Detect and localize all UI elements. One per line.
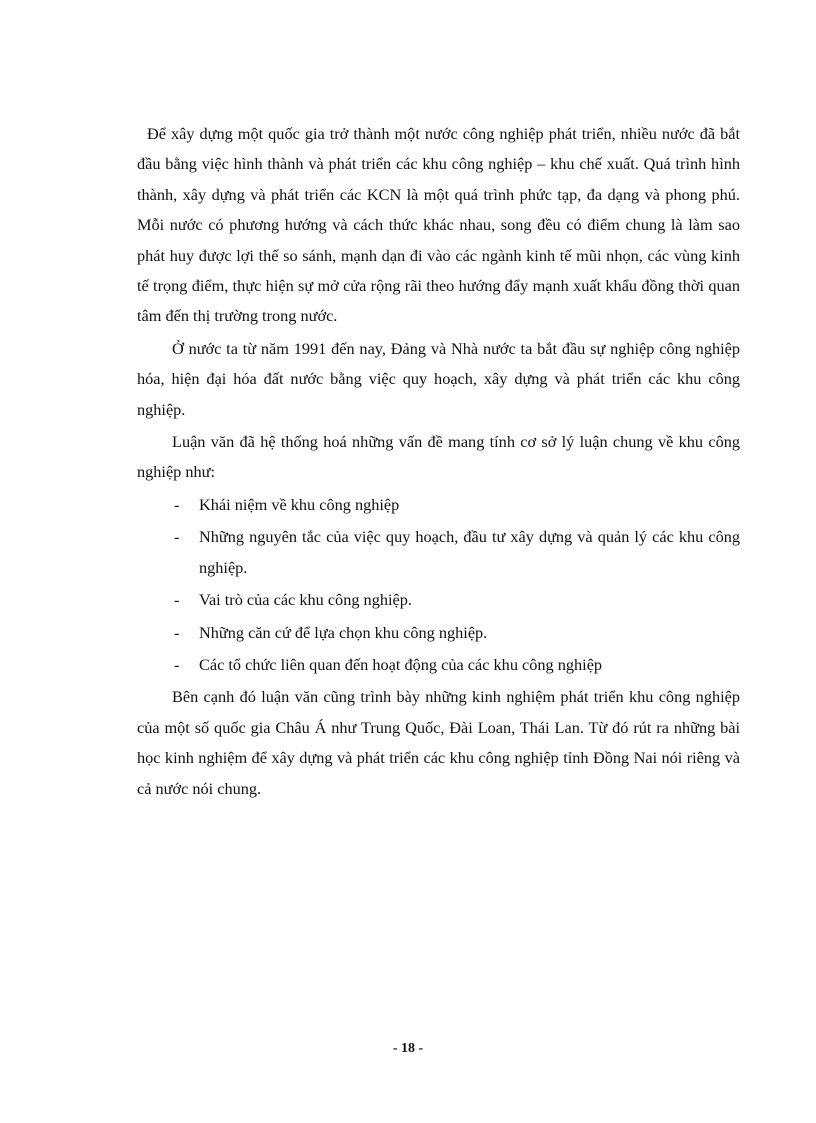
paragraph-thesis: Luận văn đã hệ thống hoá những vấn đề mang tính cơ sở lý luận chung về khu công nghiệp như: bbox=[137, 432, 740, 482]
bullet-dash: - bbox=[174, 622, 180, 642]
bullet-item bbox=[137, 490, 740, 520]
bullet-text: Khái niệm về khu công nghiệp bbox=[199, 494, 400, 514]
bullet-item bbox=[137, 618, 740, 648]
bullet-dash: - bbox=[174, 494, 180, 514]
paragraph-vietnam: Ở nước ta từ năm 1991 đến nay, Đảng và Nhà nước ta bắt đầu sự nghiệp công nghiệp hóa, hiện đại hóa đất nước bằng việc quy hoạch, xây dựng và phát triển các khu công nghiệp. bbox=[137, 338, 740, 419]
bullet-dash: - bbox=[174, 654, 180, 674]
bullet-item bbox=[137, 650, 740, 680]
bullet-text: Vai trò của các khu công nghiệp. bbox=[199, 590, 412, 610]
bullet-dash: - bbox=[174, 527, 180, 547]
bullet-text: Những căn cứ để lựa chọn khu công nghiệp. bbox=[199, 622, 488, 642]
document-body bbox=[137, 119, 740, 804]
bullet-text: Những nguyên tắc của việc quy hoạch, đầu tư xây dựng và quản lý các khu công nghiệp. bbox=[199, 527, 740, 577]
bullet-text: Các tổ chức liên quan đến hoạt động của các khu công nghiệp bbox=[199, 654, 603, 674]
bullet-item bbox=[137, 585, 740, 615]
bullet-item bbox=[137, 522, 740, 583]
paragraph-intro: Để xây dựng một quốc gia trở thành một nước công nghiệp phát triển, nhiều nước đã bắt đầu bằng việc hình thành và phát triển các khu công nghiệp – khu chế xuất. Quá trình hình thành, xây dựng và phát triển các KCN là một quá trình phức tạp, đa dạng và phong phú. Mỗi nước có phương hướng và cách thức khác nhau, song đều có điểm chung là làm sao phát huy được lợi thế so sánh, mạnh dạn đi vào các ngành kinh tế mũi nhọn, các vùng kinh tế trọng điểm, thực hiện sự mở cửa rộng rãi theo hướng đẩy mạnh xuất khẩu đồng thời quan tâm đến thị trường trong nước. bbox=[137, 124, 740, 326]
paragraph-conclusion: Bên cạnh đó luận văn cũng trình bày những kinh nghiệm phát triển khu công nghiệp của một số quốc gia Châu Á như Trung Quốc, Đài Loan, Thái Lan. Từ đó rút ra những bài học kinh nghiệm để xây dựng và phát triển các khu công nghiệp tỉnh Đồng Nai nói riêng và cả nước nói chung. bbox=[137, 687, 740, 798]
page-number: - 18 - bbox=[392, 1041, 424, 1056]
bullet-dash: - bbox=[174, 590, 180, 610]
